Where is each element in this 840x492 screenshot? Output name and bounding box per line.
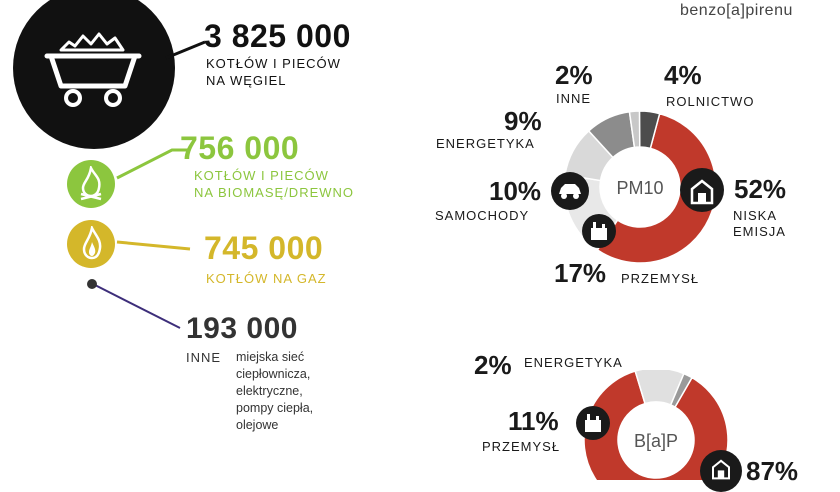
other-detail-line: elektryczne,	[236, 384, 303, 398]
pm10-energetyka-pct: 9%	[504, 106, 542, 136]
bap-przemysl-pct: 11%	[508, 406, 559, 436]
header-fragment: benzo[a]pirenu	[680, 2, 793, 19]
pm10-energetyka-label: ENERGETYKA	[436, 136, 535, 151]
other-detail-line: pompy ciepła,	[236, 401, 314, 415]
pm10-inne-label: INNE	[556, 91, 592, 106]
factory-icon	[583, 412, 603, 434]
other-detail-line: miejska sieć	[236, 350, 305, 364]
pm10-przemysl-label: PRZEMYSŁ	[621, 271, 700, 286]
other-count: 193 000	[186, 312, 298, 345]
bap-energetyka-pct: 2%	[474, 350, 512, 380]
pm10-samochody-pct: 10%	[489, 176, 542, 206]
chimney-icon	[688, 175, 716, 205]
other-label: INNE	[186, 350, 222, 365]
bap-energetyka-label: ENERGETYKA	[524, 355, 623, 370]
biomass-count: 756 000	[180, 130, 300, 166]
gas-count: 745 000	[204, 230, 324, 266]
pm10-przemysl-pct: 17%	[554, 258, 607, 288]
coal-label-line1: KOTŁÓW I PIECÓW	[206, 56, 341, 71]
coal-label-line2: NA WĘGIEL	[206, 73, 287, 88]
other-detail-line: olejowe	[236, 418, 279, 432]
chimney-icon	[708, 456, 734, 480]
left-connectors	[0, 0, 400, 480]
other-details	[236, 349, 313, 434]
bap-niska-emisja-pct: 87%	[746, 456, 799, 486]
biomass-fire-icon	[77, 166, 105, 202]
pm10-rolnictwo-label: ROLNICTWO	[666, 94, 755, 109]
bap-przemysl-label: PRZEMYSŁ	[482, 439, 561, 454]
gas-label: KOTŁÓW NA GAZ	[206, 271, 327, 286]
factory-icon	[589, 220, 609, 242]
gas-flame-icon	[80, 226, 104, 262]
pm10-rolnictwo-pct: 4%	[664, 60, 702, 90]
car-icon	[557, 181, 583, 201]
bap-center-label: B[a]P	[633, 431, 679, 451]
biomass-label-line1: KOTŁÓW I PIECÓW	[194, 168, 329, 183]
biomass-label-line2: NA BIOMASĘ/DREWNO	[194, 185, 355, 200]
pm10-samochody-label: SAMOCHODY	[435, 208, 530, 223]
coal-count: 3 825 000	[204, 18, 351, 54]
pm10-center-label: PM10	[616, 178, 664, 198]
other-detail-line: ciepłownicza,	[236, 367, 311, 381]
pm10-niska-emisja-label: NISKA EMISJA	[733, 208, 786, 239]
pm10-inne-pct: 2%	[555, 60, 593, 90]
pm10-niska-emisja-pct: 52%	[734, 174, 787, 204]
